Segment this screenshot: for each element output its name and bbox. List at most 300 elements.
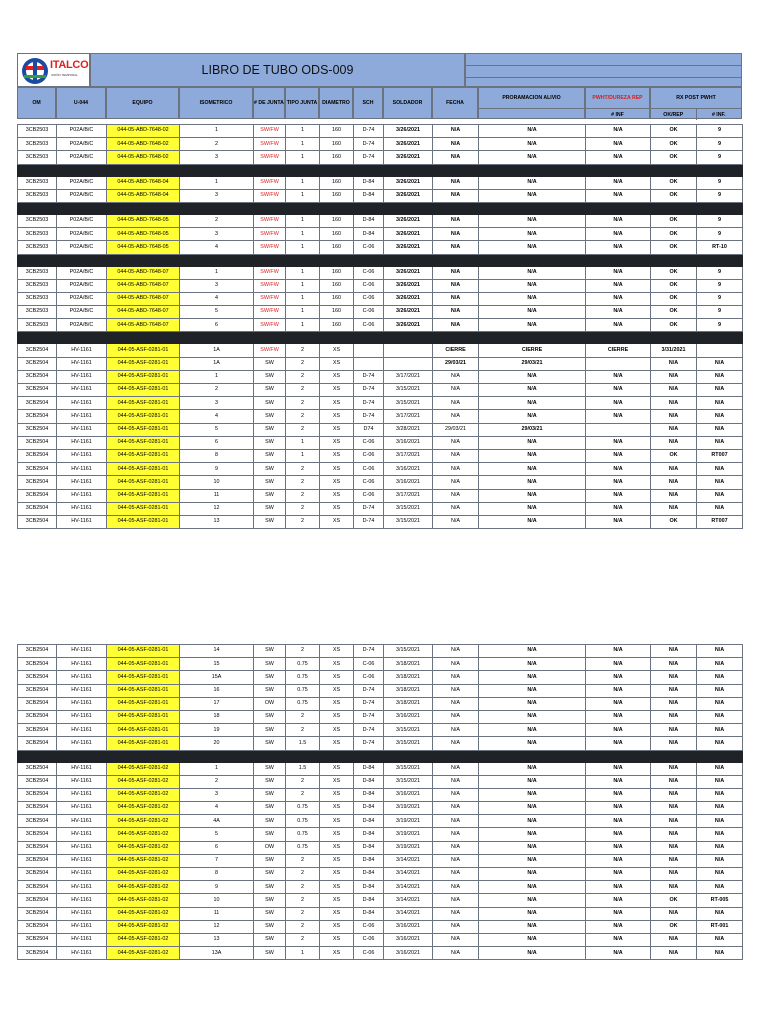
cell-om: 3CB2504 bbox=[18, 384, 57, 397]
cell-equipo: 044-05-ASF-0281-01 bbox=[107, 502, 180, 515]
cell-om: 3CB2504 bbox=[18, 344, 57, 357]
cell-rx-inf: N/A bbox=[697, 357, 743, 370]
cell-fecha: N/A bbox=[433, 775, 479, 788]
cell-fecha: N/A bbox=[433, 397, 479, 410]
cell-isometrico: 7 bbox=[180, 854, 254, 867]
cell-rx-okrep: N/A bbox=[651, 645, 697, 658]
cell-soldador: 3/17/2021 bbox=[384, 489, 433, 502]
cell-junta: SW/FW bbox=[254, 292, 286, 305]
cell-sch: D-74 bbox=[354, 737, 384, 750]
table-row bbox=[18, 370, 743, 383]
cell-diametro: 160 bbox=[320, 228, 354, 241]
cell-fecha: CIERRE bbox=[433, 344, 479, 357]
cell-diametro: XS bbox=[320, 947, 354, 960]
cell-u044: HV-1161 bbox=[57, 436, 107, 449]
cell-u044: P02A/B/C bbox=[57, 266, 107, 279]
table-row bbox=[18, 710, 743, 723]
cell-isometrico: 1 bbox=[180, 762, 254, 775]
cell-rx-inf: 9 bbox=[697, 125, 743, 138]
cell-junta: SW/FW bbox=[254, 241, 286, 254]
cell-diametro: XS bbox=[320, 907, 354, 920]
cell-om: 3CB2504 bbox=[18, 894, 57, 907]
cell-programacion: N/A bbox=[479, 241, 586, 254]
cell-om: 3CB2504 bbox=[18, 737, 57, 750]
table-row bbox=[18, 463, 743, 476]
table-row bbox=[18, 214, 743, 227]
cell-fecha: N/A bbox=[433, 502, 479, 515]
cell-pwht-inf: N/A bbox=[586, 241, 651, 254]
cell-isometrico: 5 bbox=[180, 828, 254, 841]
cell-rx-inf: N/A bbox=[697, 815, 743, 828]
cell-soldador: 3/16/2021 bbox=[384, 933, 433, 946]
cell-junta: SW bbox=[254, 828, 286, 841]
cell-diametro: XS bbox=[320, 828, 354, 841]
cell-om: 3CB2503 bbox=[18, 319, 57, 332]
cell-diametro: 160 bbox=[320, 306, 354, 319]
cell-u044: P02A/B/C bbox=[57, 125, 107, 138]
cell-om: 3CB2503 bbox=[18, 151, 57, 164]
table-row bbox=[18, 868, 743, 881]
cell-tipo-junta: 2 bbox=[286, 344, 320, 357]
cell-soldador: 3/14/2021 bbox=[384, 907, 433, 920]
table-row bbox=[18, 151, 743, 164]
cell-programacion: N/A bbox=[479, 436, 586, 449]
cell-fecha: N/A bbox=[433, 645, 479, 658]
cell-rx-inf: N/A bbox=[697, 802, 743, 815]
cell-pwht-inf: N/A bbox=[586, 868, 651, 881]
cell-equipo: 044-05-ASF-0281-01 bbox=[107, 449, 180, 462]
cell-pwht-inf: N/A bbox=[586, 841, 651, 854]
col-header-pwht-label: PWHT/DUREZA REP bbox=[586, 88, 649, 109]
cell-diametro: XS bbox=[320, 384, 354, 397]
cell-tipo-junta: 1 bbox=[286, 292, 320, 305]
cell-diametro: XS bbox=[320, 841, 354, 854]
cell-rx-inf: N/A bbox=[697, 724, 743, 737]
cell-junta: SW/FW bbox=[254, 319, 286, 332]
cell-junta: SW bbox=[254, 463, 286, 476]
table-row bbox=[18, 489, 743, 502]
cell-equipo: 044-05-ABD-7648-04 bbox=[107, 176, 180, 189]
cell-om: 3CB2503 bbox=[18, 279, 57, 292]
tube-log-table-1 bbox=[17, 124, 743, 529]
cell-om: 3CB2503 bbox=[18, 214, 57, 227]
cell-equipo: 044-05-ASF-0281-01 bbox=[107, 697, 180, 710]
table-row bbox=[18, 894, 743, 907]
cell-isometrico: 1A bbox=[180, 344, 254, 357]
cell-sch: D-84 bbox=[354, 762, 384, 775]
cell-u044: HV-1161 bbox=[57, 947, 107, 960]
cell-soldador: 3/18/2021 bbox=[384, 697, 433, 710]
cell-rx-inf: N/A bbox=[697, 828, 743, 841]
col-header-programacion bbox=[478, 87, 585, 119]
cell-om: 3CB2504 bbox=[18, 933, 57, 946]
cell-fecha: N/A bbox=[433, 815, 479, 828]
cell-programacion: N/A bbox=[479, 684, 586, 697]
cell-u044: HV-1161 bbox=[57, 710, 107, 723]
cell-rx-inf: N/A bbox=[697, 881, 743, 894]
cell-diametro: XS bbox=[320, 410, 354, 423]
cell-soldador: 3/15/2021 bbox=[384, 515, 433, 528]
cell-isometrico: 5 bbox=[180, 423, 254, 436]
cell-junta: SW bbox=[254, 684, 286, 697]
cell-soldador: 3/18/2021 bbox=[384, 684, 433, 697]
cell-u044: HV-1161 bbox=[57, 684, 107, 697]
cell-diametro: XS bbox=[320, 697, 354, 710]
cell-rx-okrep: N/A bbox=[651, 854, 697, 867]
cell-rx-inf: RT007 bbox=[697, 449, 743, 462]
cell-om: 3CB2504 bbox=[18, 476, 57, 489]
cell-u044: HV-1161 bbox=[57, 894, 107, 907]
cell-rx-okrep: N/A bbox=[651, 828, 697, 841]
cell-soldador: 3/26/2021 bbox=[384, 319, 433, 332]
cell-equipo: 044-05-ABD-7648-07 bbox=[107, 306, 180, 319]
cell-tipo-junta: 2 bbox=[286, 476, 320, 489]
cell-junta: SW/FW bbox=[254, 214, 286, 227]
cell-rx-inf: N/A bbox=[697, 410, 743, 423]
cell-diametro: XS bbox=[320, 423, 354, 436]
cell-pwht-inf: N/A bbox=[586, 176, 651, 189]
cell-u044: HV-1161 bbox=[57, 463, 107, 476]
table-row bbox=[18, 476, 743, 489]
cell-diametro: 160 bbox=[320, 266, 354, 279]
cell-sch: D-84 bbox=[354, 841, 384, 854]
cell-equipo: 044-05-ABD-7648-07 bbox=[107, 292, 180, 305]
cell-junta: SW bbox=[254, 815, 286, 828]
cell-soldador: 3/19/2021 bbox=[384, 802, 433, 815]
cell-programacion: N/A bbox=[479, 881, 586, 894]
cell-rx-okrep: OK bbox=[651, 449, 697, 462]
table-row bbox=[18, 658, 743, 671]
cell-equipo: 044-05-ASF-0281-02 bbox=[107, 762, 180, 775]
table-row bbox=[18, 854, 743, 867]
cell-isometrico: 19 bbox=[180, 724, 254, 737]
cell-isometrico: 4 bbox=[180, 292, 254, 305]
cell-fecha: N/A bbox=[433, 125, 479, 138]
header-right-block bbox=[465, 53, 742, 87]
cell-equipo: 044-05-ASF-0281-02 bbox=[107, 854, 180, 867]
cell-equipo: 044-05-ABD-7648-04 bbox=[107, 189, 180, 202]
cell-sch: C-06 bbox=[354, 658, 384, 671]
cell-soldador: 3/17/2021 bbox=[384, 410, 433, 423]
cell-fecha: N/A bbox=[433, 370, 479, 383]
cell-soldador: 3/17/2021 bbox=[384, 370, 433, 383]
cell-u044: HV-1161 bbox=[57, 645, 107, 658]
cell-rx-okrep: 3/31/2021 bbox=[651, 344, 697, 357]
cell-fecha: N/A bbox=[433, 671, 479, 684]
cell-junta: SW bbox=[254, 788, 286, 801]
cell-programacion: N/A bbox=[479, 370, 586, 383]
cell-soldador: 3/16/2021 bbox=[384, 920, 433, 933]
cell-diametro: XS bbox=[320, 868, 354, 881]
table-row bbox=[18, 933, 743, 946]
cell-om: 3CB2504 bbox=[18, 370, 57, 383]
table-row bbox=[18, 802, 743, 815]
cell-om: 3CB2504 bbox=[18, 502, 57, 515]
cell-soldador: 3/26/2021 bbox=[384, 241, 433, 254]
cell-junta: SW bbox=[254, 710, 286, 723]
cell-pwht-inf: N/A bbox=[586, 815, 651, 828]
cell-programacion: N/A bbox=[479, 854, 586, 867]
cell-pwht-inf: N/A bbox=[586, 370, 651, 383]
cell-junta: SW bbox=[254, 854, 286, 867]
cell-isometrico: 16 bbox=[180, 684, 254, 697]
cell-pwht-inf: N/A bbox=[586, 658, 651, 671]
cell-rx-inf: N/A bbox=[697, 762, 743, 775]
cell-equipo: 044-05-ASF-0281-02 bbox=[107, 907, 180, 920]
cell-programacion: N/A bbox=[479, 841, 586, 854]
cell-rx-okrep: N/A bbox=[651, 907, 697, 920]
cell-sch: D-84 bbox=[354, 775, 384, 788]
cell-u044: P02A/B/C bbox=[57, 151, 107, 164]
cell-isometrico: 1 bbox=[180, 370, 254, 383]
cell-soldador: 3/26/2021 bbox=[384, 151, 433, 164]
cell-tipo-junta: 0.75 bbox=[286, 697, 320, 710]
cell-pwht-inf: N/A bbox=[586, 684, 651, 697]
cell-u044: P02A/B/C bbox=[57, 241, 107, 254]
cell-tipo-junta: 2 bbox=[286, 724, 320, 737]
cell-tipo-junta: 0.75 bbox=[286, 671, 320, 684]
cell-isometrico: 1 bbox=[180, 125, 254, 138]
cell-diametro: 160 bbox=[320, 151, 354, 164]
cell-om: 3CB2504 bbox=[18, 671, 57, 684]
cell-tipo-junta: 0.75 bbox=[286, 841, 320, 854]
cell-pwht-inf: N/A bbox=[586, 463, 651, 476]
cell-junta: SW/FW bbox=[254, 266, 286, 279]
cell-isometrico: 9 bbox=[180, 881, 254, 894]
cell-isometrico: 3 bbox=[180, 151, 254, 164]
cell-junta: SW bbox=[254, 762, 286, 775]
cell-programacion: N/A bbox=[479, 125, 586, 138]
cell-isometrico: 11 bbox=[180, 489, 254, 502]
cell-pwht-inf: N/A bbox=[586, 292, 651, 305]
cell-programacion: N/A bbox=[479, 775, 586, 788]
cell-soldador: 3/26/2021 bbox=[384, 266, 433, 279]
cell-junta: SW bbox=[254, 423, 286, 436]
header-right-row bbox=[466, 66, 741, 78]
cell-sch: D-74 bbox=[354, 515, 384, 528]
cell-pwht-inf: N/A bbox=[586, 476, 651, 489]
cell-pwht-inf: N/A bbox=[586, 697, 651, 710]
cell-sch: D-74 bbox=[354, 138, 384, 151]
cell-junta: SW bbox=[254, 671, 286, 684]
col-header-diametro: DIAMETRO bbox=[319, 87, 353, 119]
cell-tipo-junta: 2 bbox=[286, 907, 320, 920]
cell-equipo: 044-05-ABD-7648-05 bbox=[107, 214, 180, 227]
cell-fecha: N/A bbox=[433, 176, 479, 189]
cell-pwht-inf: N/A bbox=[586, 894, 651, 907]
cell-equipo: 044-05-ASF-0281-01 bbox=[107, 724, 180, 737]
cell-isometrico: 4 bbox=[180, 241, 254, 254]
cell-rx-inf: 9 bbox=[697, 189, 743, 202]
cell-om: 3CB2504 bbox=[18, 463, 57, 476]
cell-tipo-junta: 2 bbox=[286, 397, 320, 410]
cell-u044: HV-1161 bbox=[57, 868, 107, 881]
cell-pwht-inf: N/A bbox=[586, 920, 651, 933]
cell-isometrico: 5 bbox=[180, 306, 254, 319]
cell-rx-inf: 9 bbox=[697, 151, 743, 164]
cell-diametro: 160 bbox=[320, 241, 354, 254]
cell-pwht-inf: N/A bbox=[586, 151, 651, 164]
cell-u044: HV-1161 bbox=[57, 397, 107, 410]
cell-pwht-inf: N/A bbox=[586, 319, 651, 332]
cell-fecha: N/A bbox=[433, 151, 479, 164]
cell-rx-inf: 9 bbox=[697, 279, 743, 292]
cell-u044: HV-1161 bbox=[57, 854, 107, 867]
cell-sch: D-74 bbox=[354, 410, 384, 423]
cell-u044: HV-1161 bbox=[57, 410, 107, 423]
table-row bbox=[18, 645, 743, 658]
logo-emblem-icon bbox=[20, 55, 50, 87]
cell-equipo: 044-05-ASF-0281-02 bbox=[107, 894, 180, 907]
cell-tipo-junta: 2 bbox=[286, 489, 320, 502]
cell-rx-okrep: N/A bbox=[651, 502, 697, 515]
cell-rx-okrep: OK bbox=[651, 266, 697, 279]
cell-diametro: XS bbox=[320, 515, 354, 528]
cell-soldador: 3/19/2021 bbox=[384, 841, 433, 854]
cell-pwht-inf: CIERRE bbox=[586, 344, 651, 357]
col-header-fecha: FECHA bbox=[432, 87, 478, 119]
cell-u044: HV-1161 bbox=[57, 802, 107, 815]
cell-pwht-inf: N/A bbox=[586, 189, 651, 202]
cell-programacion: N/A bbox=[479, 788, 586, 801]
cell-rx-inf: 9 bbox=[697, 292, 743, 305]
page-title: LIBRO DE TUBO ODS-009 bbox=[90, 53, 465, 87]
cell-equipo: 044-05-ASF-0281-01 bbox=[107, 397, 180, 410]
cell-rx-okrep: N/A bbox=[651, 815, 697, 828]
cell-soldador: 3/16/2021 bbox=[384, 436, 433, 449]
cell-rx-inf: N/A bbox=[697, 423, 743, 436]
group-separator-row bbox=[18, 750, 743, 762]
cell-equipo: 044-05-ASF-0281-01 bbox=[107, 463, 180, 476]
cell-u044: HV-1161 bbox=[57, 828, 107, 841]
cell-equipo: 044-05-ASF-0281-02 bbox=[107, 920, 180, 933]
cell-rx-inf: N/A bbox=[697, 947, 743, 960]
cell-diametro: XS bbox=[320, 357, 354, 370]
cell-tipo-junta: 2 bbox=[286, 410, 320, 423]
cell-junta: SW bbox=[254, 645, 286, 658]
cell-tipo-junta: 1 bbox=[286, 266, 320, 279]
cell-rx-okrep: N/A bbox=[651, 671, 697, 684]
cell-fecha: N/A bbox=[433, 854, 479, 867]
cell-pwht-inf: N/A bbox=[586, 306, 651, 319]
cell-soldador: 3/28/2021 bbox=[384, 423, 433, 436]
cell-soldador: 3/16/2021 bbox=[384, 710, 433, 723]
cell-diametro: XS bbox=[320, 436, 354, 449]
cell-sch: D-74 bbox=[354, 724, 384, 737]
cell-soldador: 3/14/2021 bbox=[384, 868, 433, 881]
cell-fecha: N/A bbox=[433, 266, 479, 279]
group-separator-row bbox=[18, 164, 743, 176]
cell-junta: SW/FW bbox=[254, 306, 286, 319]
cell-rx-okrep: OK bbox=[651, 894, 697, 907]
cell-soldador bbox=[384, 357, 433, 370]
cell-rx-inf: N/A bbox=[697, 868, 743, 881]
cell-soldador: 3/16/2021 bbox=[384, 463, 433, 476]
cell-sch: D-84 bbox=[354, 828, 384, 841]
cell-isometrico: 13A bbox=[180, 947, 254, 960]
cell-rx-okrep: N/A bbox=[651, 947, 697, 960]
cell-om: 3CB2504 bbox=[18, 489, 57, 502]
cell-sch: D-74 bbox=[354, 710, 384, 723]
cell-soldador: 3/26/2021 bbox=[384, 138, 433, 151]
cell-isometrico: 3 bbox=[180, 228, 254, 241]
cell-equipo: 044-05-ASF-0281-01 bbox=[107, 489, 180, 502]
table-row bbox=[18, 397, 743, 410]
cell-rx-inf: N/A bbox=[697, 907, 743, 920]
cell-rx-okrep: N/A bbox=[651, 881, 697, 894]
cell-tipo-junta: 1 bbox=[286, 189, 320, 202]
cell-programacion: N/A bbox=[479, 279, 586, 292]
cell-fecha: N/A bbox=[433, 189, 479, 202]
cell-programacion: N/A bbox=[479, 894, 586, 907]
cell-junta: SW bbox=[254, 737, 286, 750]
cell-diametro: 160 bbox=[320, 138, 354, 151]
cell-sch: C-06 bbox=[354, 476, 384, 489]
cell-equipo: 044-05-ABD-7648-05 bbox=[107, 228, 180, 241]
cell-pwht-inf: N/A bbox=[586, 854, 651, 867]
cell-pwht-inf: N/A bbox=[586, 489, 651, 502]
cell-om: 3CB2503 bbox=[18, 125, 57, 138]
cell-junta: SW bbox=[254, 384, 286, 397]
cell-om: 3CB2504 bbox=[18, 788, 57, 801]
cell-u044: HV-1161 bbox=[57, 489, 107, 502]
cell-rx-okrep: OK bbox=[651, 189, 697, 202]
cell-sch: C-06 bbox=[354, 947, 384, 960]
cell-rx-okrep: N/A bbox=[651, 762, 697, 775]
cell-tipo-junta: 2 bbox=[286, 515, 320, 528]
cell-soldador: 3/18/2021 bbox=[384, 658, 433, 671]
cell-u044: P02A/B/C bbox=[57, 189, 107, 202]
cell-rx-inf: 9 bbox=[697, 214, 743, 227]
cell-u044: HV-1161 bbox=[57, 724, 107, 737]
cell-rx-okrep: OK bbox=[651, 515, 697, 528]
cell-equipo: 044-05-ASF-0281-01 bbox=[107, 645, 180, 658]
cell-rx-okrep: OK bbox=[651, 125, 697, 138]
cell-programacion: N/A bbox=[479, 476, 586, 489]
cell-equipo: 044-05-ASF-0281-01 bbox=[107, 436, 180, 449]
cell-rx-inf: RT-005 bbox=[697, 894, 743, 907]
cell-soldador: 3/15/2021 bbox=[384, 775, 433, 788]
cell-u044: HV-1161 bbox=[57, 762, 107, 775]
cell-fecha: N/A bbox=[433, 868, 479, 881]
cell-u044: HV-1161 bbox=[57, 658, 107, 671]
cell-tipo-junta: 1 bbox=[286, 947, 320, 960]
cell-fecha: N/A bbox=[433, 841, 479, 854]
cell-diametro: XS bbox=[320, 933, 354, 946]
table-row bbox=[18, 724, 743, 737]
cell-rx-okrep: OK bbox=[651, 306, 697, 319]
cell-diametro: XS bbox=[320, 502, 354, 515]
cell-isometrico: 6 bbox=[180, 841, 254, 854]
cell-tipo-junta: 1 bbox=[286, 176, 320, 189]
cell-u044: P02A/B/C bbox=[57, 176, 107, 189]
cell-programacion: N/A bbox=[479, 214, 586, 227]
cell-tipo-junta: 0.75 bbox=[286, 684, 320, 697]
cell-sch: C-06 bbox=[354, 463, 384, 476]
cell-junta: SW bbox=[254, 502, 286, 515]
cell-junta: OW bbox=[254, 841, 286, 854]
cell-rx-inf: RT007 bbox=[697, 515, 743, 528]
cell-diametro: XS bbox=[320, 788, 354, 801]
table-row bbox=[18, 344, 743, 357]
table-row bbox=[18, 907, 743, 920]
cell-fecha: N/A bbox=[433, 907, 479, 920]
cell-programacion: N/A bbox=[479, 671, 586, 684]
cell-sch: D-74 bbox=[354, 684, 384, 697]
cell-diametro: XS bbox=[320, 724, 354, 737]
table-row bbox=[18, 671, 743, 684]
cell-programacion: N/A bbox=[479, 151, 586, 164]
